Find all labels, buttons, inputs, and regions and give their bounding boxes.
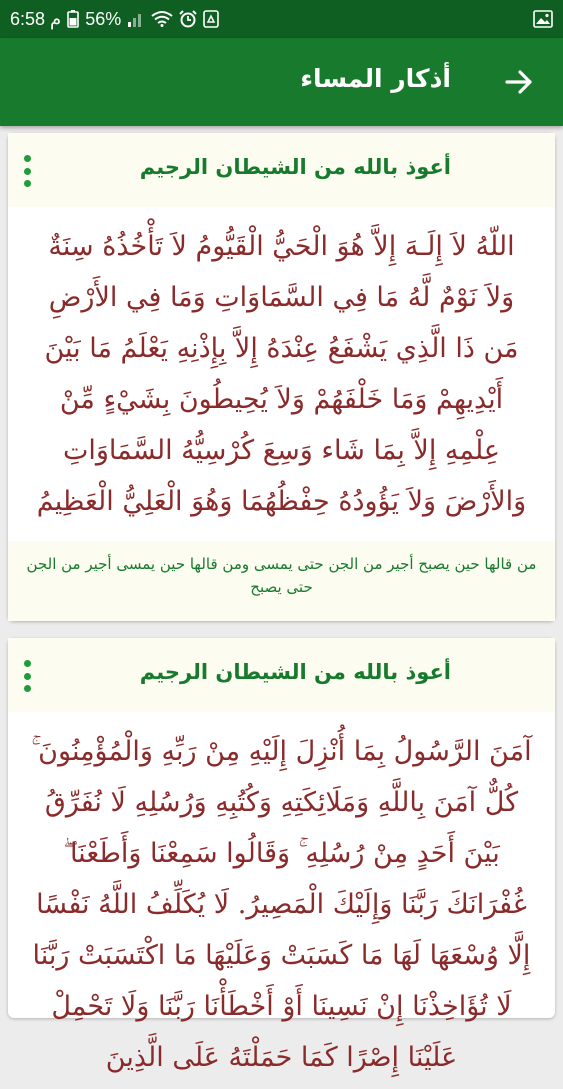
more-vert-icon	[24, 660, 31, 667]
alarm-icon	[179, 10, 197, 28]
page-title: أذكار المساء	[300, 64, 451, 93]
status-time: 6:58 م	[10, 8, 62, 29]
card-title: أعوذ بالله من الشيطان الرجيم	[139, 660, 451, 684]
app-bar	[0, 38, 563, 126]
signal-icon	[127, 11, 145, 27]
battery-percent: 56%	[85, 8, 122, 29]
card-header	[8, 133, 555, 207]
battery-icon	[67, 10, 79, 28]
arrow-right-icon	[504, 69, 534, 95]
status-bar	[0, 0, 563, 38]
dhikr-card	[8, 638, 555, 1073]
recycle-icon	[203, 10, 219, 28]
card-title: أعوذ بالله من الشيطان الرجيم	[139, 155, 451, 179]
wifi-icon	[151, 11, 173, 27]
more-vert-icon	[24, 155, 31, 162]
image-icon	[533, 10, 553, 28]
more-options-button[interactable]	[20, 155, 34, 187]
dhikr-text: آمَنَ الرَّسُولُ بِمَا أُنْزِلَ إِلَيْهِ مِنْ رَبِّهِ وَالْمُؤْمِنُونَ ۚ كُلٌّ آمَنَ بِاللَّهِ وَمَلَائِكَتِهِ وَكُتُبِهِ وَرُسُلِهِ لَا نُفَرِّقُ بَيْنَ أَحَدٍ مِنْ رُسُلِهِ ۚ وَقَالُوا سَمِعْنَا وَأَطَعْنَا ۖ غُفْرَانَكَ رَبَّنَا وَإِلَيْكَ الْمَصِيرُ. لَا يُكَلِّفُ اللَّهُ نَفْسًا إِلَّا وُسْعَهَا لَهَا مَا كَسَبَتْ وَعَلَيْهَا مَا اكْتَسَبَتْ رَبَّنَا لَا تُؤَاخِذْنَا إِنْ نَسِينَا أَوْ أَخْطَأْنَا رَبَّنَا وَلَا تَحْمِلْ عَلَيْنَا إِصْرًا كَمَا حَمَلْتَهُ عَلَى الَّذِينَ	[31, 736, 532, 1073]
more-options-button[interactable]	[20, 660, 34, 692]
card-header	[8, 638, 555, 712]
back-button[interactable]	[501, 64, 537, 100]
dhikr-virtue: من قالها حين يصبح أجير من الجن حتى يمسى ومن قالها حين يمسى أجير من الجن حتى يصبح	[8, 541, 555, 621]
dhikr-text: اللّهُ لاَ إِلَـهَ إِلاَّ هُوَ الْحَيُّ الْقَيُّومُ لاَ تَأْخُذُهُ سِنَةٌ وَلاَ نَوْمٌ لَّهُ مَا فِي السَّمَاوَاتِ وَمَا فِي الأَرْضِ مَن ذَا الَّذِي يَشْفَعُ عِنْدَهُ إِلاَّ بِإِذْنِهِ يَعْلَمُ مَا بَيْنَ أَيْدِيهِمْ وَمَا خَلْفَهُمْ وَلاَ يُحِيطُونَ بِشَيْءٍ مِّنْ عِلْمِهِ إِلاَّ بِمَا شَاء وَسِعَ كُرْسِيُّهُ السَّمَاوَاتِ وَالأَرْضَ وَلاَ يَؤُودُهُ حِفْظُهُمَا وَهُوَ الْعَلِيُّ الْعَظِيمُ	[36, 231, 527, 517]
dhikr-card	[8, 133, 555, 621]
